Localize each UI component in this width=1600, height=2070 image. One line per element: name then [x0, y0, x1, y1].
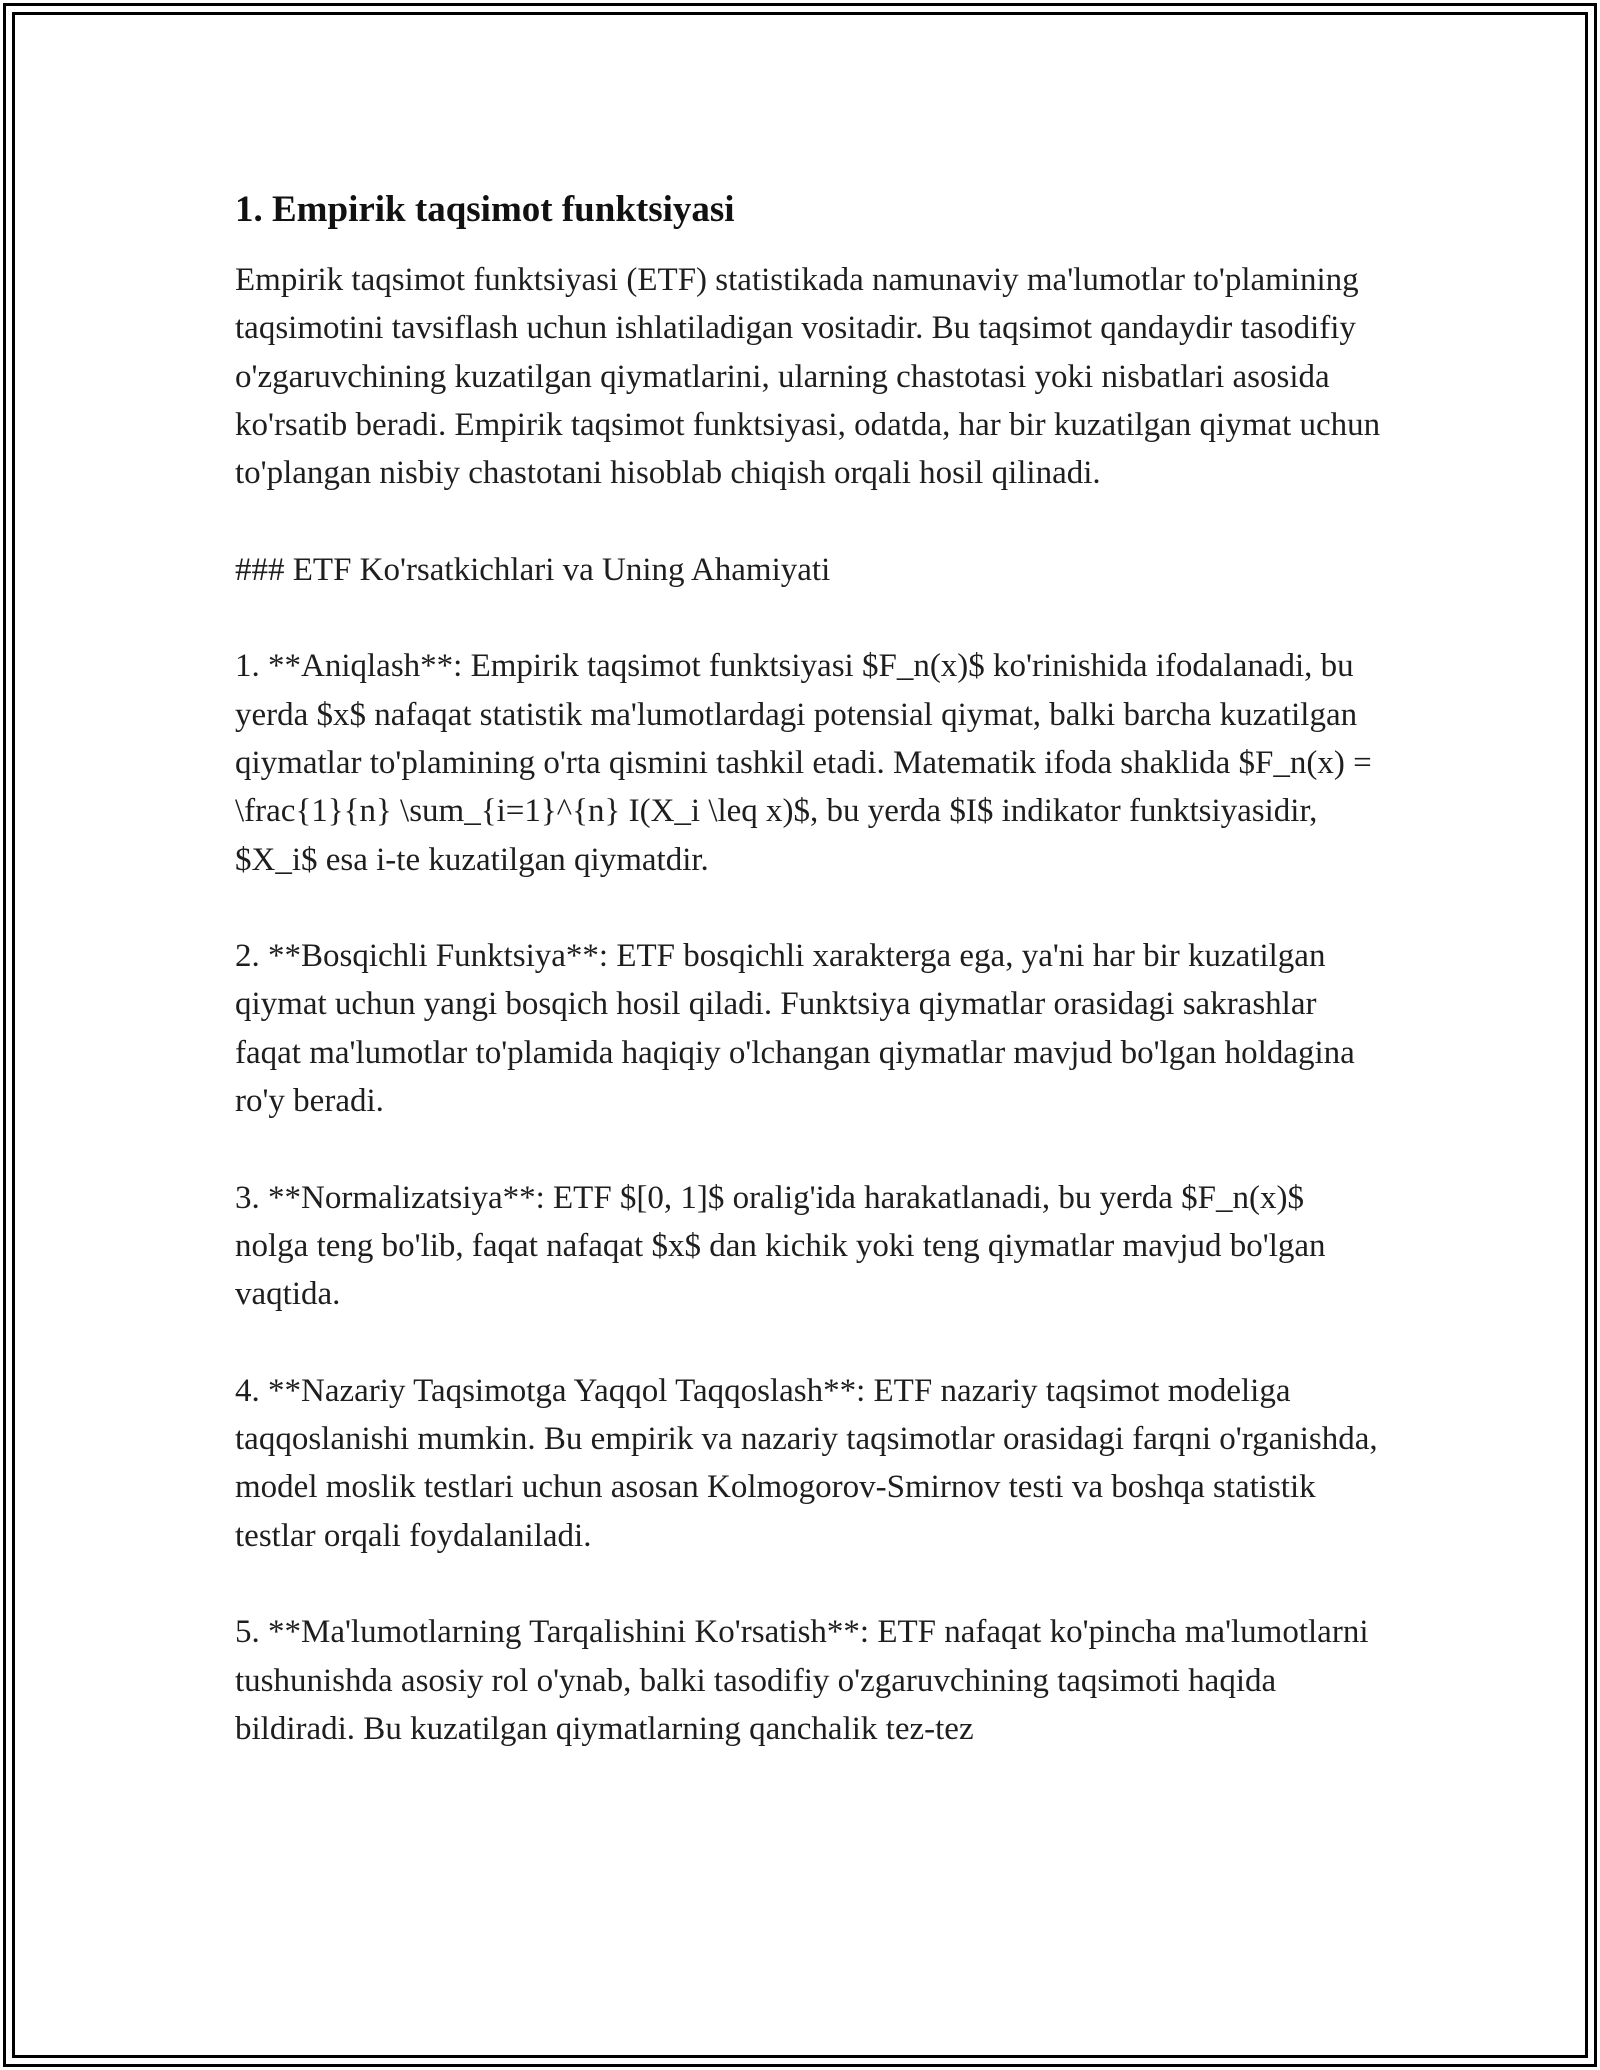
subheading-markdown: ### ETF Ko'rsatkichlari va Uning Ahamiyati	[235, 551, 831, 588]
list-item-theoretical-comparison: 4. **Nazariy Taqsimotga Yaqqol Taqqoslash**: ETF nazariy taqsimot modeliga taqqoslanishi mumkin. Bu empirik va nazariy taqsimotlar orasidagi farqni o'rganishda, model moslik testlari uchun asosan Kolmogorov-Smirnov testi va boshqa statistik testlar orqali foydalaniladi.	[235, 1372, 1378, 1554]
section-title: 1. Empirik taqsimot funktsiyasi	[235, 189, 735, 230]
intro-paragraph: Empirik taqsimot funktsiyasi (ETF) statistikada namunaviy ma'lumotlar to'plamining taqsimotini tavsiflash uchun ishlatiladigan vositadir. Bu taqsimot qandaydir tasodifiy o'zgaruvchining kuzatilgan qiymatlarini, ularning chastotasi yoki nisbatlari asosida ko'rsatib beradi. Empirik taqsimot funktsiyasi, odatda, har bir kuzatilgan qiymat uchun to'plangan nisbiy chastotani hisoblab chiqish orqali hosil qilinadi.	[235, 262, 1381, 492]
list-item-step-function: 2. **Bosqichli Funktsiya**: ETF bosqichli xarakterga ega, ya'ni har bir kuzatilgan qiymat uchun yangi bosqich hosil qiladi. Funktsiya qiymatlar orasidagi sakrashlar faqat ma'lumotlar to'plamida haqiqiy o'lchangan qiymatlar mavjud bo'lgan holdagina ro'y beradi.	[235, 938, 1355, 1120]
list-item-definition: 1. **Aniqlash**: Empirik taqsimot funktsiyasi $F_n(x)$ ko'rinishida ifodalanadi, bu yerda $x$ nafaqat statistik ma'lumotlardagi potensial qiymat, balki barcha kuzatilgan qiymatlar to'plamining o'rta qismini tashkil etadi. Matematik ifoda shaklida $F_n(x) = \frac{1}{n} \sum_{i=1}^{n} I(X_i \leq x)$, bu yerda $I$ indikator funktsiyasidir, $X_i$ esa i-te kuzatilgan qiymatdir.	[235, 648, 1372, 878]
list-item-normalization: 3. **Normalizatsiya**: ETF $[0, 1]$ oralig'ida harakatlanadi, bu yerda $F_n(x)$ nolga teng bo'lib, faqat nafaqat $x$ dan kichik yoki teng qiymatlar mavjud bo'lgan vaqtida.	[235, 1179, 1326, 1313]
list-item-data-distribution: 5. **Ma'lumotlarning Tarqalishini Ko'rsatish**: ETF nafaqat ko'pincha ma'lumotlarni tushunishda asosiy rol o'ynab, balki tasodifiy o'zgaruvchining taqsimoti haqida bildiradi. Bu kuzatilgan qiymatlarning qanchalik tez-tez	[235, 1614, 1369, 1747]
document-body	[235, 186, 1385, 1802]
